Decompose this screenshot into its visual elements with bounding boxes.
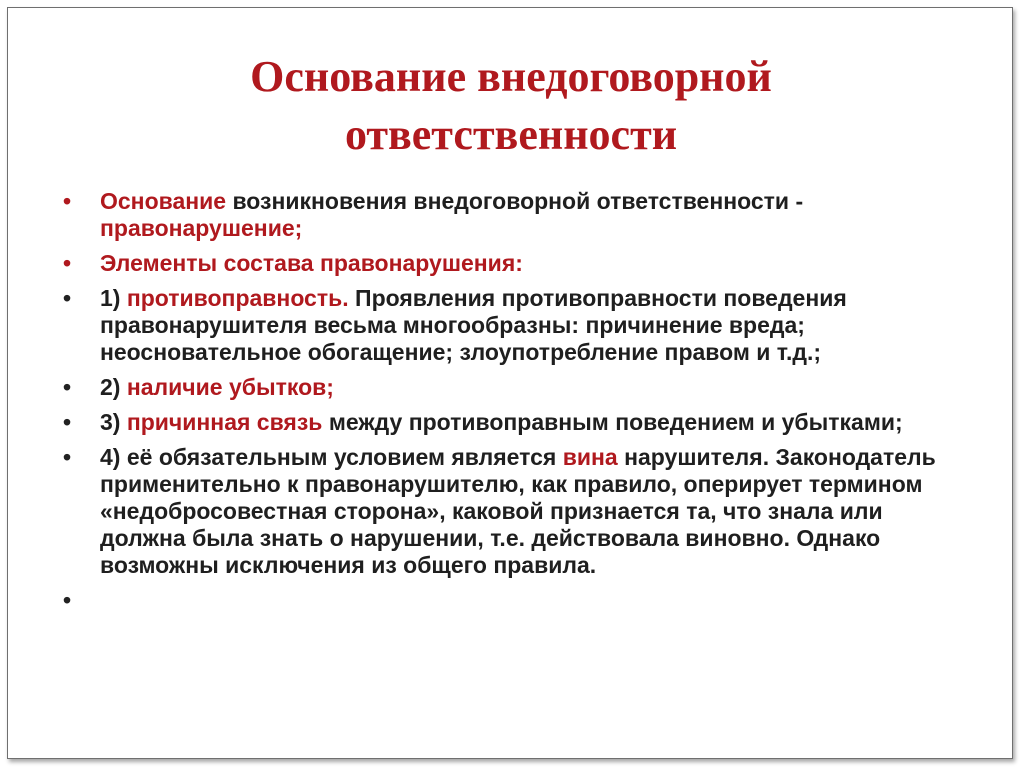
item-text: 2) (100, 374, 127, 400)
bullet-icon: • (63, 188, 72, 214)
title-line-1: Основание внедоговорной (250, 52, 772, 101)
item-text: между противоправным поведением и убытками; (322, 409, 903, 435)
item-text-red: причинная связь (126, 409, 323, 435)
item-text: 4) её обязательным условием является (100, 444, 563, 470)
item-text: 1) (100, 285, 127, 311)
bullet-icon: • (63, 409, 72, 435)
title-line-2: ответственности (344, 110, 678, 159)
item-text-red: наличие убытков; (126, 374, 334, 400)
list-item (63, 374, 943, 401)
item-text-red: Основание (100, 188, 227, 214)
bullet-icon: • (63, 374, 72, 400)
list-item (63, 188, 943, 242)
bullet-list (63, 188, 943, 613)
slide (7, 7, 1013, 759)
bullet-icon: • (63, 587, 72, 613)
item-text: Проявления противоправности поведения правонарушителя весьма многообразны: причинение вреда; неосновательное обогащение; злоупотребление правом и т.д.; (100, 285, 847, 365)
bullet-icon: • (63, 444, 72, 470)
list-item (63, 285, 943, 366)
list-item (63, 250, 943, 277)
item-text: 3) (100, 409, 127, 435)
item-text: возникновения внедоговорной ответственности - (226, 188, 804, 214)
item-text: нарушителя. Законодатель применительно к правонарушителю, как правило, оперирует термином «недобросовестная сторона», каковой признается та, что знала или должна была знать о нарушении, т.е. действовала виновно. Однако возможны исключения из общего правила. (100, 444, 936, 578)
item-text-red: противоправность. (126, 285, 349, 311)
slide-title (8, 48, 1014, 164)
bullet-icon: • (63, 285, 72, 311)
list-item (63, 444, 943, 579)
item-text-red: вина (562, 444, 618, 470)
item-text-red: Элементы состава правонарушения: (100, 250, 523, 276)
list-item (63, 409, 943, 436)
item-text-red: правонарушение; (100, 215, 303, 241)
bullet-icon: • (63, 250, 72, 276)
